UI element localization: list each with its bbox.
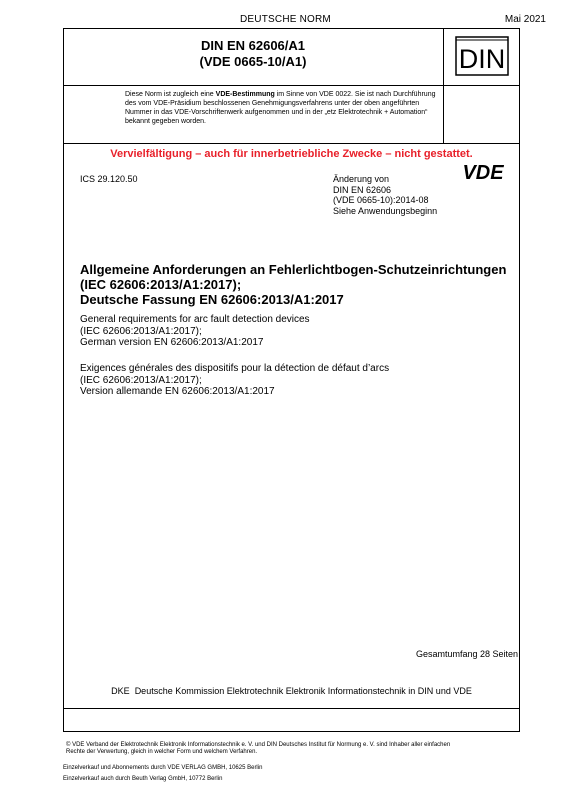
din-logo-icon [455,36,509,76]
title-german-line-2: (IEC 62606:2013/A1:2017); [80,277,242,292]
vde-notice-pre: Diese Norm ist zugleich eine [125,91,216,98]
title-german-line-1: Allgemeine Anforderungen an Fehlerlichtbogen-Schutzeinrichtungen [80,262,507,277]
dke-text: Deutsche Kommission Elektrotechnik Elektronik Informationstechnik in DIN und VDE [134,686,472,696]
change-reference [333,174,437,216]
title-german [80,262,510,307]
standard-din-number: DIN EN 62606/A1 [200,38,306,53]
header-date: Mai 2021 [504,14,546,25]
dke-line [63,686,520,696]
title-german-line-3: Deutsche Fassung EN 62606:2013/A1:2017 [80,292,344,307]
change-line-2: DIN EN 62606 [333,184,392,195]
title-french [80,363,510,398]
copyright-notice: © VDE Verband der Elektrotechnik Elektronik Informationstechnik e. V. und DIN Deutsches Institut für Normung e. V. sind Inhaber aller einfachen Rechte der Verwertung, gleich in welcher Form und welchem Verfahren. [66,742,451,755]
title-french-line-2: (IEC 62606:2013/A1:2017); [80,374,202,386]
vde-logo [453,162,513,182]
standard-vde-number: (VDE 0665-10/A1) [199,54,307,69]
din-logo-text: DIN [458,44,506,74]
vde-logo-icon [453,162,513,182]
vde-notice [125,90,437,126]
ics-code: ICS 29.120.50 [80,174,138,184]
title-english [80,314,510,349]
change-line-1: Änderung von [333,174,390,184]
change-line-3: (VDE 0665-10):2014-08 [333,195,429,205]
title-french-line-3: Version allemande EN 62606:2013/A1:2017 [80,386,275,397]
dke-label: DKE [111,686,130,696]
footer-divider [63,708,520,709]
vde-notice-post: im Sinne von VDE 0022. Sie ist nach Durchführung des vom VDE-Präsidium beschlossenen Genehmigungsverfahrens unter der oben angeführten Nummer in das VDE-Vorschriftenwerk aufgenommen und in der „etz Elektrotechnik + Automation“ bekannt gegeben worden. [125,91,436,125]
change-line-4: Siehe Anwendungsbeginn [333,205,438,216]
reproduction-notice: Vervielfältigung – auch für innerbetriebliche Zwecke – nicht gestattet. [110,148,473,160]
header-standard-type: DEUTSCHE NORM [240,14,331,25]
title-block-row-standard [63,28,520,86]
standard-number [63,38,443,70]
title-block-divider [443,28,444,144]
sales-line-1: Einzelverkauf und Abonnements durch VDE VERLAG GMBH, 10625 Berlin [63,765,263,771]
total-pages: Gesamtumfang 28 Seiten [415,649,518,659]
title-english-line-2: (IEC 62606:2013/A1:2017); [80,325,202,337]
title-english-line-3: German version EN 62606:2013/A1:2017 [80,337,264,348]
title-english-line-1: General requirements for arc fault detection devices [80,314,310,325]
vde-notice-bold: VDE-Bestimmung [215,91,275,98]
sales-line-2: Einzelverkauf auch durch Beuth Verlag GmbH, 10772 Berlin [63,776,223,782]
title-french-line-1: Exigences générales des dispositifs pour la détection de défaut d’arcs [80,363,390,374]
din-logo [455,36,509,76]
vde-logo-text: VDE [462,162,504,182]
